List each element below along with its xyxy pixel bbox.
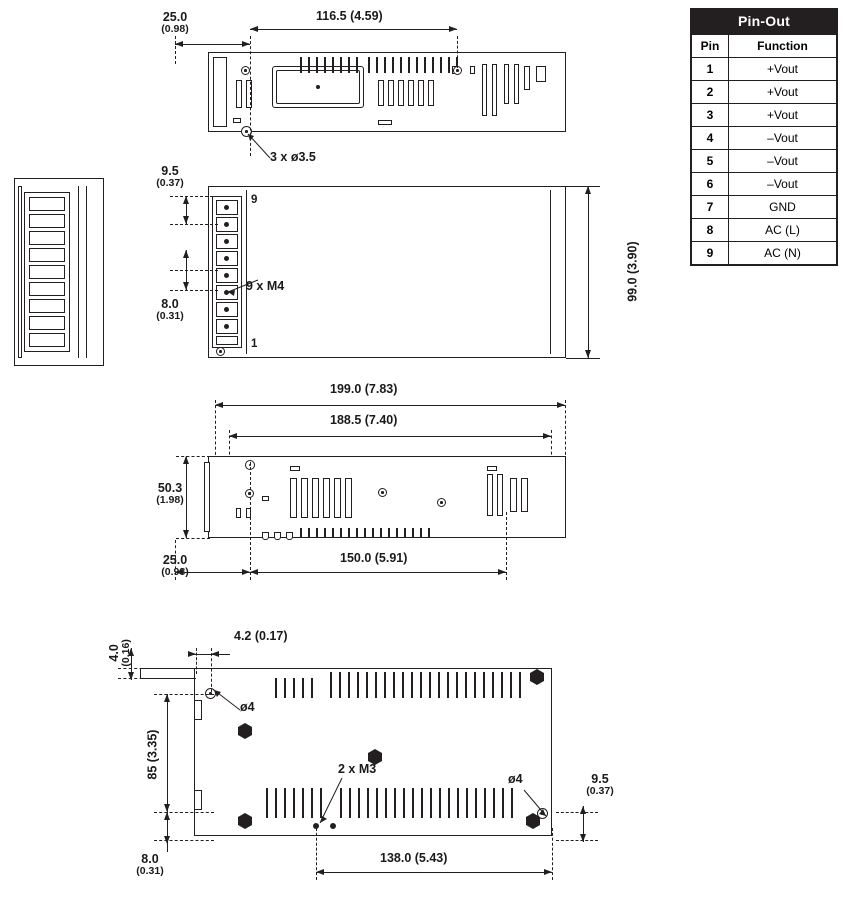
pinout-title: Pin-Out (691, 9, 837, 34)
side-mount-hole-icon (437, 498, 446, 507)
front-dim-9-5: 9.5 (0.37) (156, 164, 184, 189)
bottom-dim-85: 85 (3.35) (145, 729, 160, 780)
bottom-hole-note-top: ø4 (240, 700, 255, 714)
top-view-window-dot (316, 85, 320, 89)
table-row (692, 81, 837, 104)
table-row (692, 104, 837, 127)
leader-line-hole-top (208, 682, 268, 722)
pin-function: –Vout (729, 173, 837, 196)
side-dim-inner: 188.5 (7.40) (330, 413, 398, 427)
front-screws-note: 9 x M4 (246, 279, 285, 293)
front-dim-8-0: 8.0 (0.31) (156, 297, 184, 322)
table-row (692, 219, 837, 242)
pin-function: –Vout (729, 150, 837, 173)
pinout-table (690, 8, 838, 266)
column-header-pin: Pin (692, 35, 729, 58)
pin-number: 4 (692, 127, 729, 150)
bottom-dim-4-0: 4.0 (0.16) (107, 639, 133, 667)
bottom-dim-8-0: 8.0 (0.31) (136, 852, 164, 877)
table-header-row (692, 35, 837, 58)
pin-number: 8 (692, 219, 729, 242)
column-header-function: Function (729, 35, 837, 58)
table-row (692, 150, 837, 173)
pin-number: 2 (692, 81, 729, 104)
pin-function: –Vout (729, 127, 837, 150)
side-bottom-dimension: 150.0 (5.91) (340, 551, 408, 565)
pin-number: 3 (692, 104, 729, 127)
top-view-left-bracket (213, 57, 227, 127)
pin-number: 9 (692, 242, 729, 265)
side-left-dimension: 25.0 (0.98) (161, 553, 189, 578)
hex-nut-icon (236, 812, 254, 830)
front-pin-1-label: 1 (251, 338, 258, 350)
table-row (692, 242, 837, 265)
table-row (692, 127, 837, 150)
leader-line-hole-right (512, 786, 556, 822)
pin-function: +Vout (729, 81, 837, 104)
table-row (692, 196, 837, 219)
pin-number: 5 (692, 150, 729, 173)
front-pin-9-label: 9 (251, 194, 258, 206)
pin-function: +Vout (729, 58, 837, 81)
pin-function: AC (N) (729, 242, 837, 265)
leader-line-screws-bottom (312, 775, 372, 831)
front-height-dimension: 99.0 (3.90) (625, 241, 640, 302)
pinout-grid (691, 34, 837, 265)
top-view-left-dimension: 25.0 (0.98) (161, 10, 189, 35)
side-dim-overall: 199.0 (7.83) (330, 382, 398, 396)
top-view-holes-note: 3 x ø3.5 (270, 150, 316, 164)
pin-number: 6 (692, 173, 729, 196)
side-height-dimension: 50.3 (1.98) (156, 481, 184, 506)
corner-mark-icon (528, 668, 546, 686)
front-mount-hole-icon (216, 347, 225, 356)
pin-function: GND (729, 196, 837, 219)
pin-number: 1 (692, 58, 729, 81)
hex-nut-icon (236, 722, 254, 740)
side-mount-hole-icon (378, 488, 387, 497)
table-row (692, 173, 837, 196)
bottom-view-tab (194, 700, 202, 720)
mount-hole-icon (241, 66, 250, 75)
bottom-view-tab (194, 790, 202, 810)
table-row (692, 58, 837, 81)
top-view-span-dimension: 116.5 (4.59) (316, 9, 383, 23)
bottom-dim-4-2: 4.2 (0.17) (234, 629, 288, 643)
side-view-flange (204, 462, 210, 532)
bottom-screws-note: 2 x M3 (338, 762, 377, 776)
bottom-hole-note-right: ø4 (508, 772, 523, 786)
pin-function: +Vout (729, 104, 837, 127)
bottom-dim-138: 138.0 (5.43) (380, 851, 448, 865)
pin-function: AC (L) (729, 219, 837, 242)
bottom-dim-9-5: 9.5 (0.37) (586, 772, 614, 797)
pin-number: 7 (692, 196, 729, 219)
